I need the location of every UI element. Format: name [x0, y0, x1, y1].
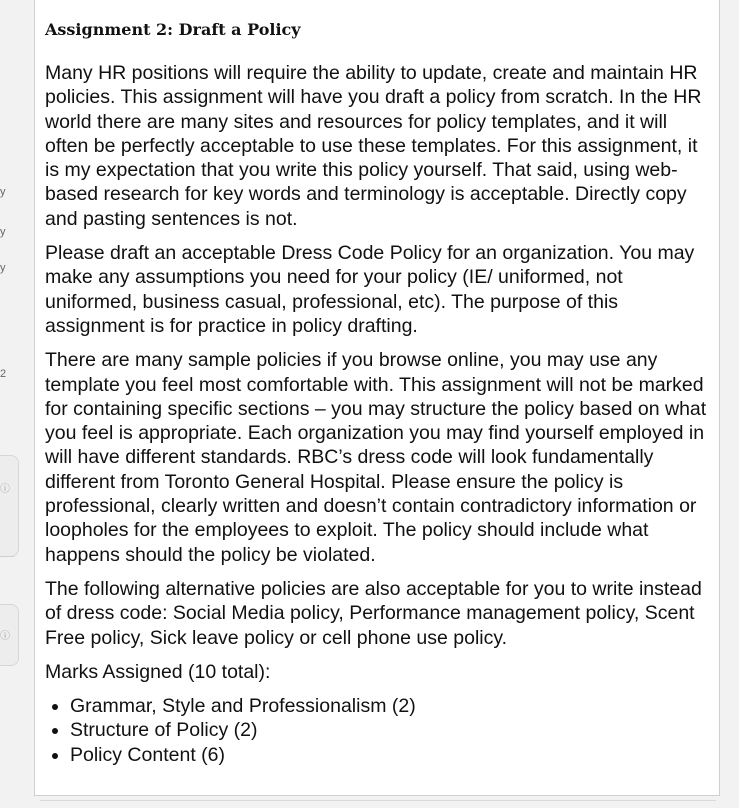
assignment-body — [45, 61, 711, 767]
marks-item: • Policy Content (6) — [70, 743, 711, 767]
assignment-title: Assignment 2: Draft a Policy — [45, 20, 301, 39]
paragraph-task: Please draft an acceptable Dress Code Policy for an organization. You may make any assumptions you need for your policy (IE/ uniformed, not uniformed, business casual, professional, etc). The purpose of this assignment is for practice in policy drafting. — [45, 242, 695, 337]
panel-bottom-border — [40, 796, 716, 801]
paragraph-intro: Many HR positions will require the ability to update, create and maintain HR policies. This assignment will have you draft a policy from scratch. In the HR world there are many sites and resources for policy templates, and it will often be perfectly acceptable to use these templates. For this assignment, it is my expectation that you write this policy yourself. That said, using web-based research for key words and terminology is acceptable. Directly copy and pasting sentences is not. — [45, 62, 702, 230]
sidebar-letter: y — [0, 262, 6, 274]
marks-item: • Grammar, Style and Professionalism (2) — [70, 694, 711, 718]
sidebar-letter: y — [0, 226, 6, 238]
left-sidebar — [0, 0, 22, 808]
marks-item: • Structure of Policy (2) — [70, 718, 711, 742]
paragraph-alternatives: The following alternative policies are also acceptable for you to write instead of dress code: Social Media policy, Performance management policy, Scent Free policy, Sick leave policy or cell phone use policy. — [45, 577, 702, 649]
assignment-panel — [34, 0, 720, 796]
marks-heading: Marks Assigned (10 total): — [45, 660, 271, 683]
sidebar-letter: y — [0, 186, 6, 198]
marks-list — [45, 694, 711, 767]
sidebar-letter: 2 — [0, 368, 7, 380]
sidebar-divider — [0, 556, 14, 557]
paragraph-guidelines: There are many sample policies if you browse online, you may use any template you feel most comfortable with. This assignment will not be marked for containing specific sections – you may structure the policy based on what you feel is appropriate. Each organization you may find yourself employed in will have different standards. RBC’s dress code will look fundamentally different from Toronto General Hospital. Please ensure the policy is professional, clearly written and doesn’t contain contradictory information or loopholes for the employees to exploit. The policy should include what happens should the policy be violated. — [45, 349, 707, 566]
info-icon[interactable]: ⓘ — [0, 631, 10, 642]
sidebar-card[interactable] — [0, 455, 19, 557]
sidebar-card[interactable] — [0, 604, 19, 666]
info-icon[interactable]: ⓘ — [0, 484, 10, 495]
